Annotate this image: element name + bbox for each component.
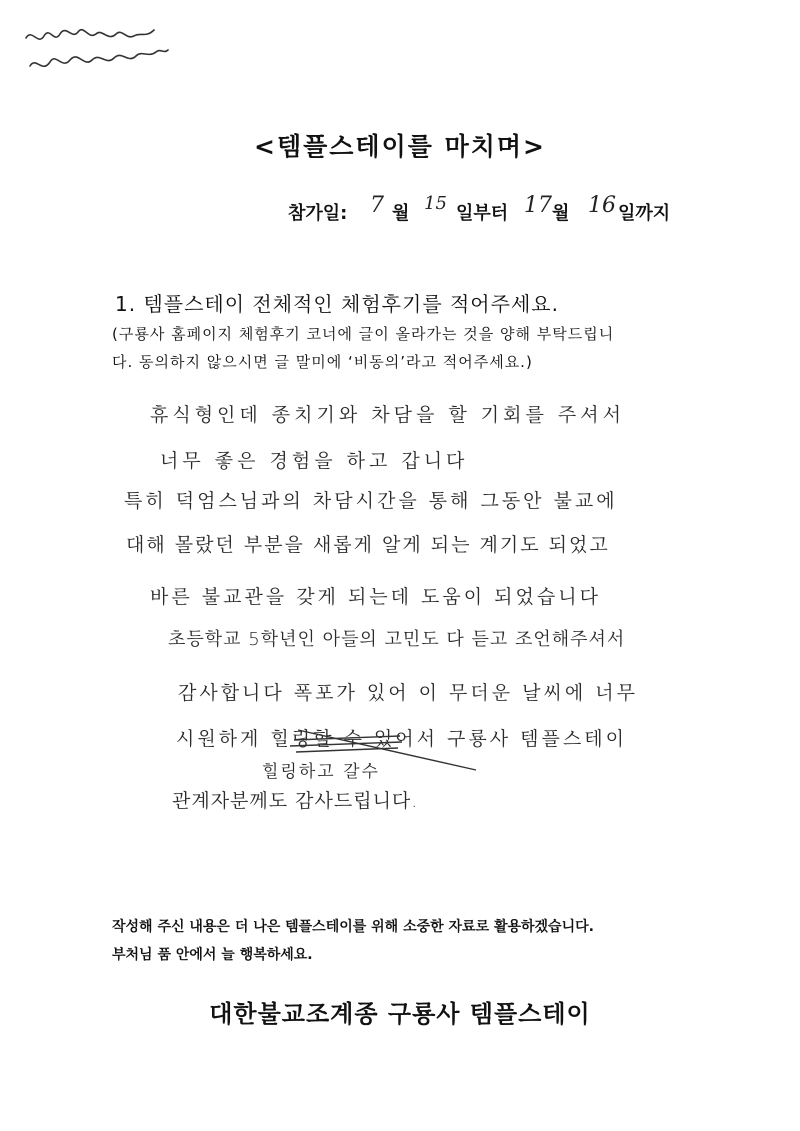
- handwritten-line: 너무 좋은 경험을 하고 갑니다: [160, 450, 469, 472]
- end-suffix: 일까지: [618, 203, 671, 224]
- handwritten-line: 감사합니다 폭포가 있어 이 무더운 날씨에 너무: [178, 682, 638, 704]
- footer-blessing: 부처님 품 안에서 늘 행복하세요.: [112, 947, 313, 963]
- start-day: 15: [424, 193, 447, 214]
- end-month: 17: [524, 193, 552, 218]
- start-suffix: 일부터: [456, 203, 509, 224]
- handwritten-line: 바른 불교관을 갖게 되는데 도움이 되었습니다: [150, 586, 601, 608]
- handwritten-line: 초등학교 5학년인 아들의 고민도 다 듣고 조언해주셔서: [168, 629, 626, 650]
- handwritten-line: 대해 몰랐던 부분을 새롭게 알게 되는 계기도 되었고: [126, 534, 610, 556]
- consent-note-line-1: (구룡사 홈페이지 체험후기 코너에 글이 올라가는 것을 양해 부탁드립니: [112, 325, 615, 343]
- organization-name: 대한불교조계종 구룡사 템플스테이: [209, 1000, 591, 1028]
- month-unit-2: 월: [552, 203, 570, 224]
- start-month: 7: [370, 193, 384, 218]
- month-unit-1: 월: [392, 203, 410, 224]
- participation-dates: [288, 193, 708, 233]
- strikethrough-mark: [290, 722, 480, 772]
- handwritten-line: 휴식형인데 종치기와 차담을 할 기회를 주셔서: [150, 404, 625, 426]
- handwritten-line: 관계자분께도 감사드립니다.: [172, 790, 419, 812]
- dates-label: 참가일:: [288, 203, 348, 224]
- signature-scribble: [22, 18, 172, 80]
- handwritten-correction: 힐링하고 갈수: [262, 762, 380, 782]
- consent-note-line-2: 다. 동의하지 않으시면 글 말미에 ‘비동의’라고 적어주세요.): [112, 353, 533, 371]
- footer-thanks: 작성해 주신 내용은 더 나은 템플스테이를 위해 소중한 자료로 활용하겠습니다.: [112, 919, 594, 935]
- handwritten-line: 시원하게 힐링할 수 있어서 구룡사 템플스테이: [176, 728, 627, 750]
- form-title: <템플스테이를 마치며>: [254, 132, 546, 161]
- end-day: 16: [588, 193, 616, 218]
- handwritten-line: 특히 덕엄스님과의 차담시간을 통해 그동안 불교에: [124, 490, 618, 512]
- question-1: 1. 템플스테이 전체적인 체험후기를 적어주세요.: [115, 292, 559, 316]
